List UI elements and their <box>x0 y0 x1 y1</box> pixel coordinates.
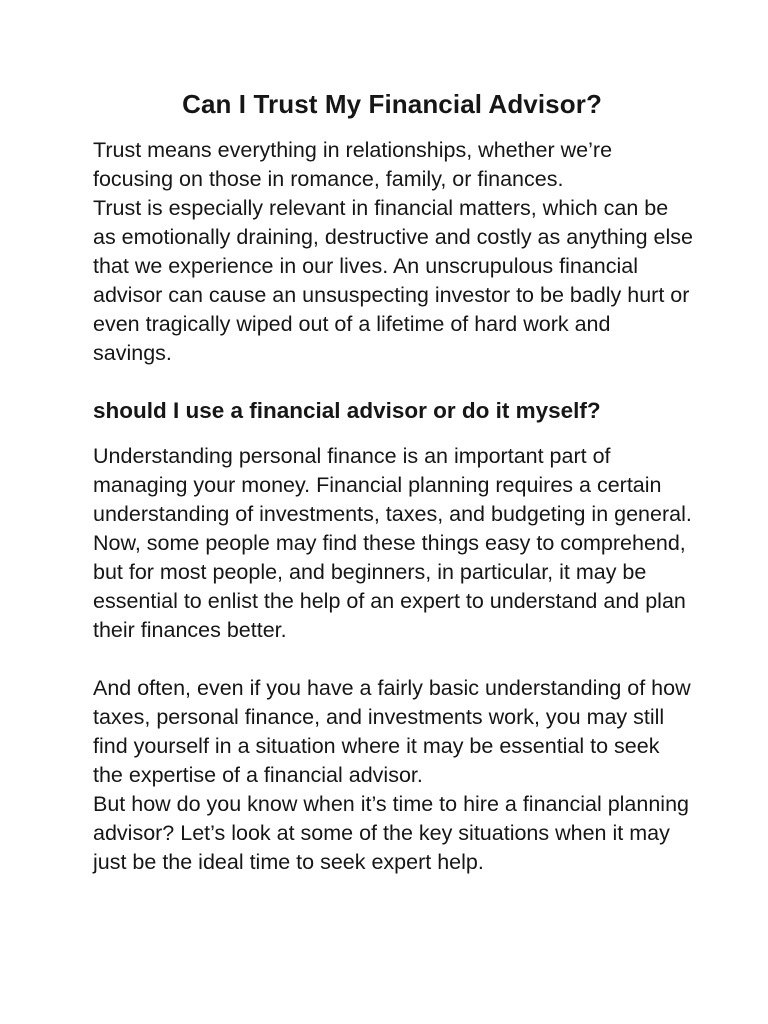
section-paragraph-3: But how do you know when it’s time to hire a financial planning advisor? Let’s look at some of the key situations when it may just be the ideal time to seek expert help. <box>93 792 689 874</box>
intro-paragraph-2: Trust is especially relevant in financial matters, which can be as emotionally draining, destructive and costly as anything else that we experience in our lives. An unscrupulous financial advisor can cause an unsuspecting investor to be badly hurt or even tragically wiped out of a lifetime of hard work and savings. <box>93 196 693 365</box>
page-title: Can I Trust My Financial Advisor? <box>182 89 602 119</box>
section-paragraph-1: Understanding personal finance is an important part of managing your money. Financial planning requires a certain understanding of investments, taxes, and budgeting in general. Now, some people may find these things easy to comprehend, but for most people, and beginners, in particular, it may be essential to enlist the help of an expert to understand and plan their finances better. <box>93 444 692 642</box>
section-heading: should I use a financial advisor or do it myself? <box>93 398 601 423</box>
section-paragraph-2: And often, even if you have a fairly basic understanding of how taxes, personal finance, and investments work, you may still find yourself in a situation where it may be essential to seek the expertise of a financial advisor. <box>93 676 691 787</box>
intro-paragraph-1: Trust means everything in relationships, whether we’re focusing on those in romance, family, or finances. <box>93 138 613 191</box>
